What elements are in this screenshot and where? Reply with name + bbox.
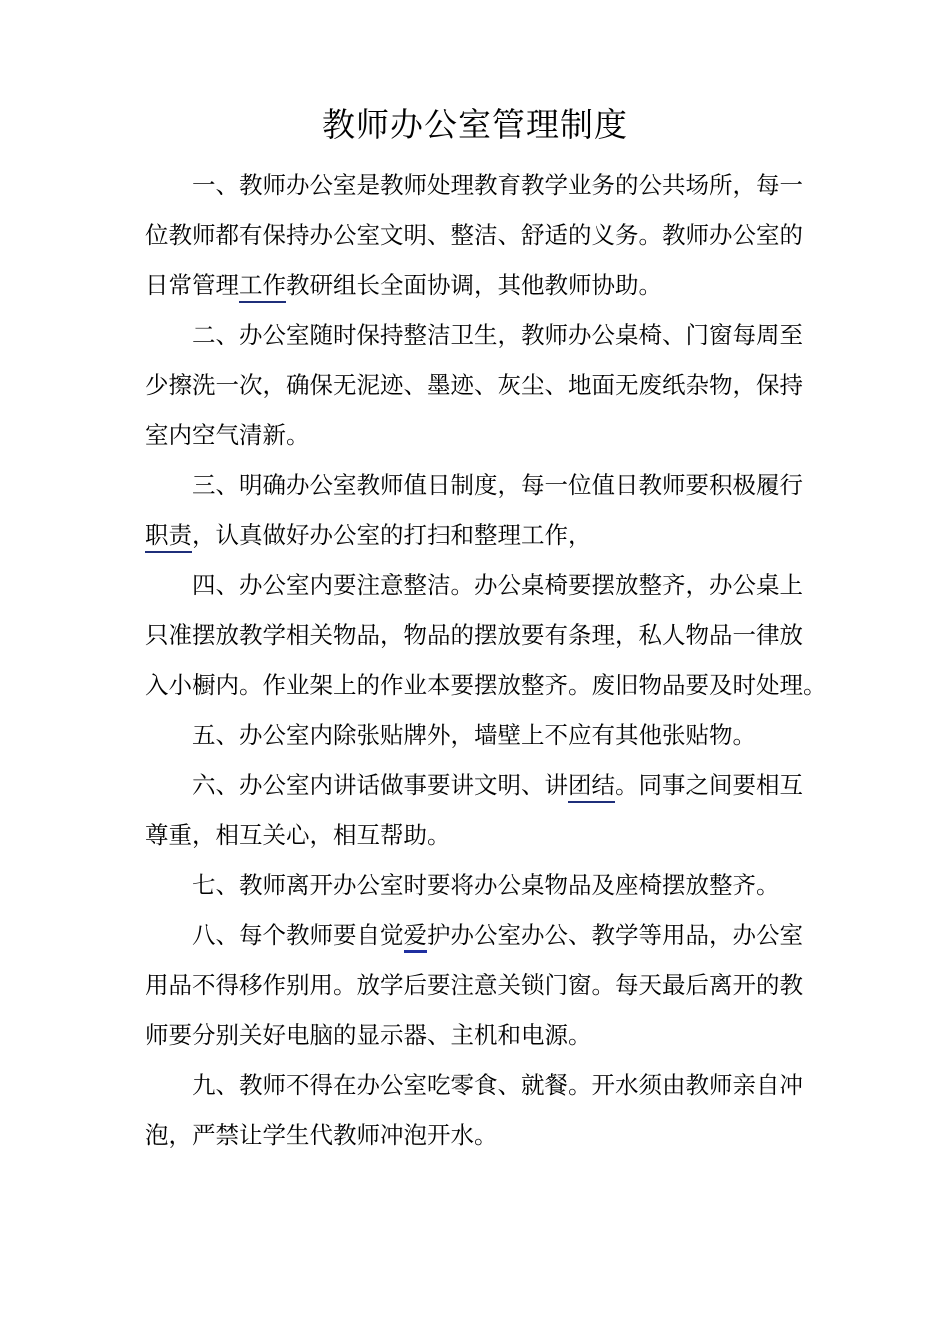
- paragraph-1: [145, 160, 809, 310]
- document-title: 教师办公室管理制度: [322, 105, 628, 144]
- paragraph-4-line-1: 四、办公室内要注意整洁。办公桌椅要摆放整齐，办公桌上: [192, 571, 803, 599]
- paragraph-6-line-2: 尊重，相互关心，相互帮助。: [145, 821, 451, 849]
- paragraph-8-line-1-pre: 八、每个教师要自觉: [192, 921, 404, 949]
- paragraph-8-line-1-post: 护办公室办公、教学等用品，办公室: [427, 921, 803, 949]
- paragraph-8: [145, 910, 809, 1060]
- paragraph-7-line-1: 七、教师离开办公室时要将办公桌物品及座椅摆放整齐。: [192, 871, 780, 899]
- paragraph-3-line-1: 三、明确办公室教师值日制度，每一位值日教师要积极履行: [192, 471, 803, 499]
- paragraph-8-line-3: 师要分别关好电脑的显示器、主机和电源。: [145, 1021, 592, 1049]
- paragraph-2: [145, 310, 809, 460]
- paragraph-2-line-1: 二、办公室随时保持整洁卫生，教师办公桌椅、门窗每周至: [192, 321, 803, 349]
- paragraph-2-line-2: 少擦洗一次，确保无泥迹、墨迹、灰尘、地面无废纸杂物，保持: [145, 371, 803, 399]
- paragraph-3: [145, 460, 809, 560]
- paragraph-1-line-3-pre: 日常管理: [145, 271, 239, 299]
- paragraph-8-line-1: [145, 910, 809, 960]
- underlined-text-love: 爱: [404, 921, 428, 953]
- document-body: [145, 160, 827, 1160]
- paragraph-3-line-2-post: ，认真做好办公室的打扫和整理工作，: [192, 521, 592, 549]
- paragraph-4-line-2: 只准摆放教学相关物品，物品的摆放要有条理，私人物品一律放: [145, 621, 803, 649]
- paragraph-4-line-3: 入小橱内。作业架上的作业本要摆放整齐。废旧物品要及时处理。: [145, 671, 827, 699]
- underlined-text-unity: 团结: [568, 771, 615, 803]
- paragraph-5: [145, 710, 809, 760]
- paragraph-6: [145, 760, 809, 860]
- paragraph-9: [145, 1060, 809, 1160]
- paragraph-9-line-2: 泡，严禁让学生代教师冲泡开水。: [145, 1121, 498, 1149]
- paragraph-4: [145, 560, 827, 710]
- underlined-text-work: 工作: [239, 271, 286, 303]
- paragraph-1-line-3-post: 教研组长全面协调，其他教师协助。: [286, 271, 662, 299]
- paragraph-7: [145, 860, 809, 910]
- paragraph-2-line-3: 室内空气清新。: [145, 421, 310, 449]
- paragraph-6-line-1-post: 。同事之间要相互: [615, 771, 803, 799]
- paragraph-9-line-1: 九、教师不得在办公室吃零食、就餐。开水须由教师亲自冲: [192, 1071, 803, 1099]
- paragraph-6-line-1-pre: 六、办公室内讲话做事要讲文明、讲: [192, 771, 568, 799]
- paragraph-1-line-3: [145, 260, 809, 310]
- underlined-text-duty: 职责: [145, 521, 192, 553]
- paragraph-8-line-2: 用品不得移作别用。放学后要注意关锁门窗。每天最后离开的教: [145, 971, 803, 999]
- paragraph-5-line-1: 五、办公室内除张贴牌外，墙壁上不应有其他张贴物。: [192, 721, 756, 749]
- paragraph-3-line-2: [145, 510, 809, 560]
- paragraph-6-line-1: [145, 760, 809, 810]
- paragraph-1-line-1: 一、教师办公室是教师处理教育教学业务的公共场所，每一: [192, 171, 803, 199]
- paragraph-1-line-2: 位教师都有保持办公室文明、整洁、舒适的义务。教师办公室的: [145, 221, 803, 249]
